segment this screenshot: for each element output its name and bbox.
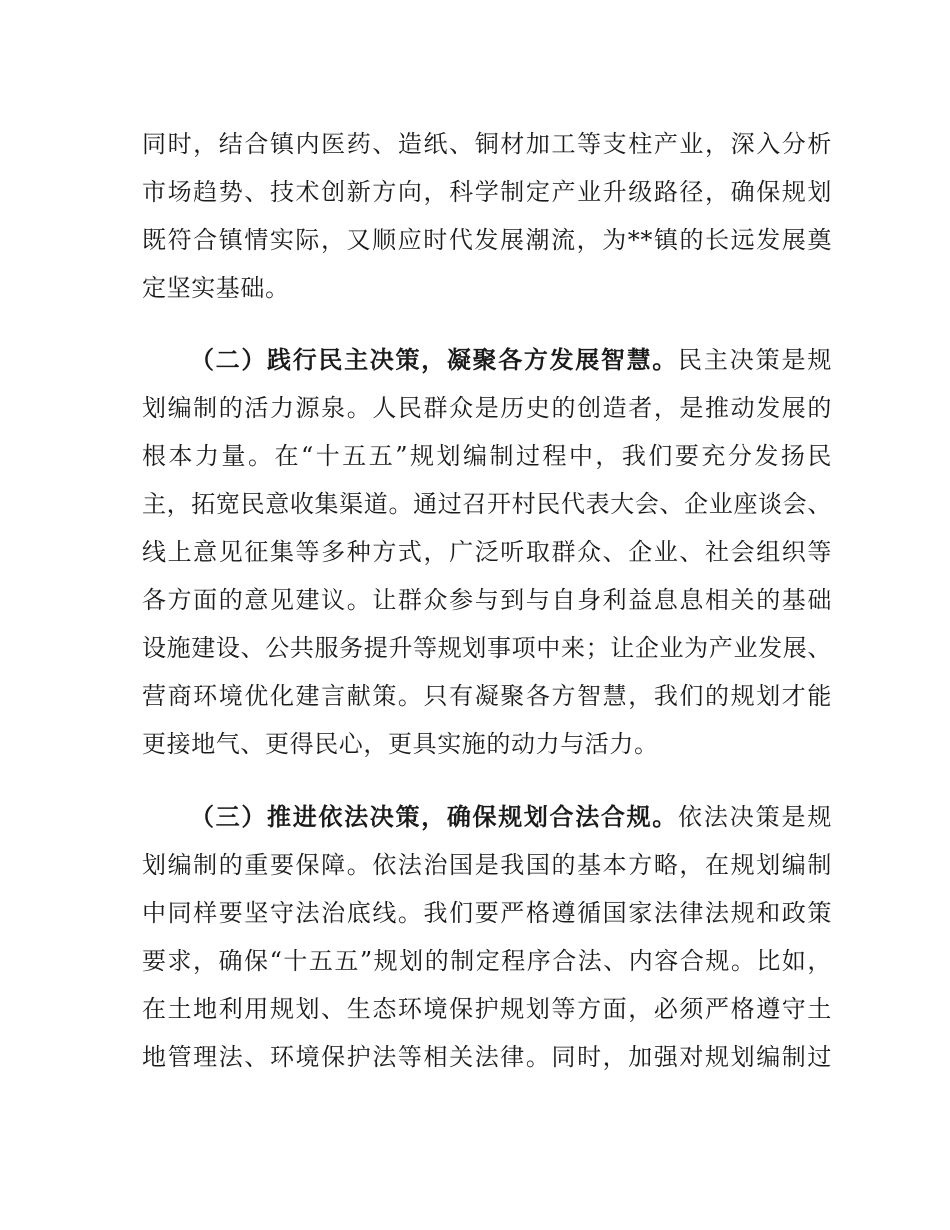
paragraph-line: 定坚实基础。 [142, 274, 290, 302]
paragraph-line: 主，拓宽民意收集渠道。通过召开村民代表大会、企业座谈会、 [142, 490, 832, 518]
paragraph-line: 划编制的活力源泉。人民群众是历史的创造者，是推动发展的 [142, 394, 832, 422]
paragraph-line: 各方面的意见建议。让群众参与到与自身利益息息相关的基础 [142, 586, 832, 614]
paragraph-line: 同时，结合镇内医药、造纸、铜材加工等支柱产业，深入分析 [142, 130, 832, 158]
section-3-first-line-text: 依法决策是规 [677, 803, 832, 831]
paragraph-line: 划编制的重要保障。依法治国是我国的基本方略，在规划编制 [142, 851, 832, 879]
paragraph-line: 要求，确保“十五五”规划的制定程序合法、内容合规。比如， [142, 947, 832, 975]
paragraph-line: 在土地利用规划、生态环境保护规划等方面，必须严格遵守土 [142, 995, 832, 1023]
paragraph-line: 营商环境优化建言献策。只有凝聚各方智慧，我们的规划才能 [142, 682, 832, 710]
paragraph-line: 设施建设、公共服务提升等规划事项中来；让企业为产业发展、 [142, 634, 832, 662]
section-2-first-line [190, 340, 832, 380]
paragraph-line: 市场趋势、技术创新方向，科学制定产业升级路径，确保规划 [142, 178, 832, 206]
section-3-heading: （三）推进依法决策，确保规划合法合规。 [190, 803, 678, 831]
paragraph-line: 地管理法、环境保护法等相关法律。同时，加强对规划编制过 [142, 1043, 832, 1071]
section-3-first-line [190, 797, 832, 837]
paragraph-line: 更接地气、更得民心，更具实施的动力与活力。 [142, 730, 659, 758]
paragraph-line: 线上意见征集等多种方式，广泛听取群众、企业、社会组织等 [142, 538, 832, 566]
section-2-heading: （二）践行民主决策，凝聚各方发展智慧。 [190, 346, 678, 374]
paragraph-line: 既符合镇情实际，又顺应时代发展潮流，为**镇的长远发展奠 [142, 226, 832, 254]
section-2-first-line-text: 民主决策是规 [677, 346, 832, 374]
paragraph-line: 根本力量。在“十五五”规划编制过程中，我们要充分发扬民 [142, 442, 832, 470]
paragraph-line: 中同样要坚守法治底线。我们要严格遵循国家法律法规和政策 [142, 899, 832, 927]
